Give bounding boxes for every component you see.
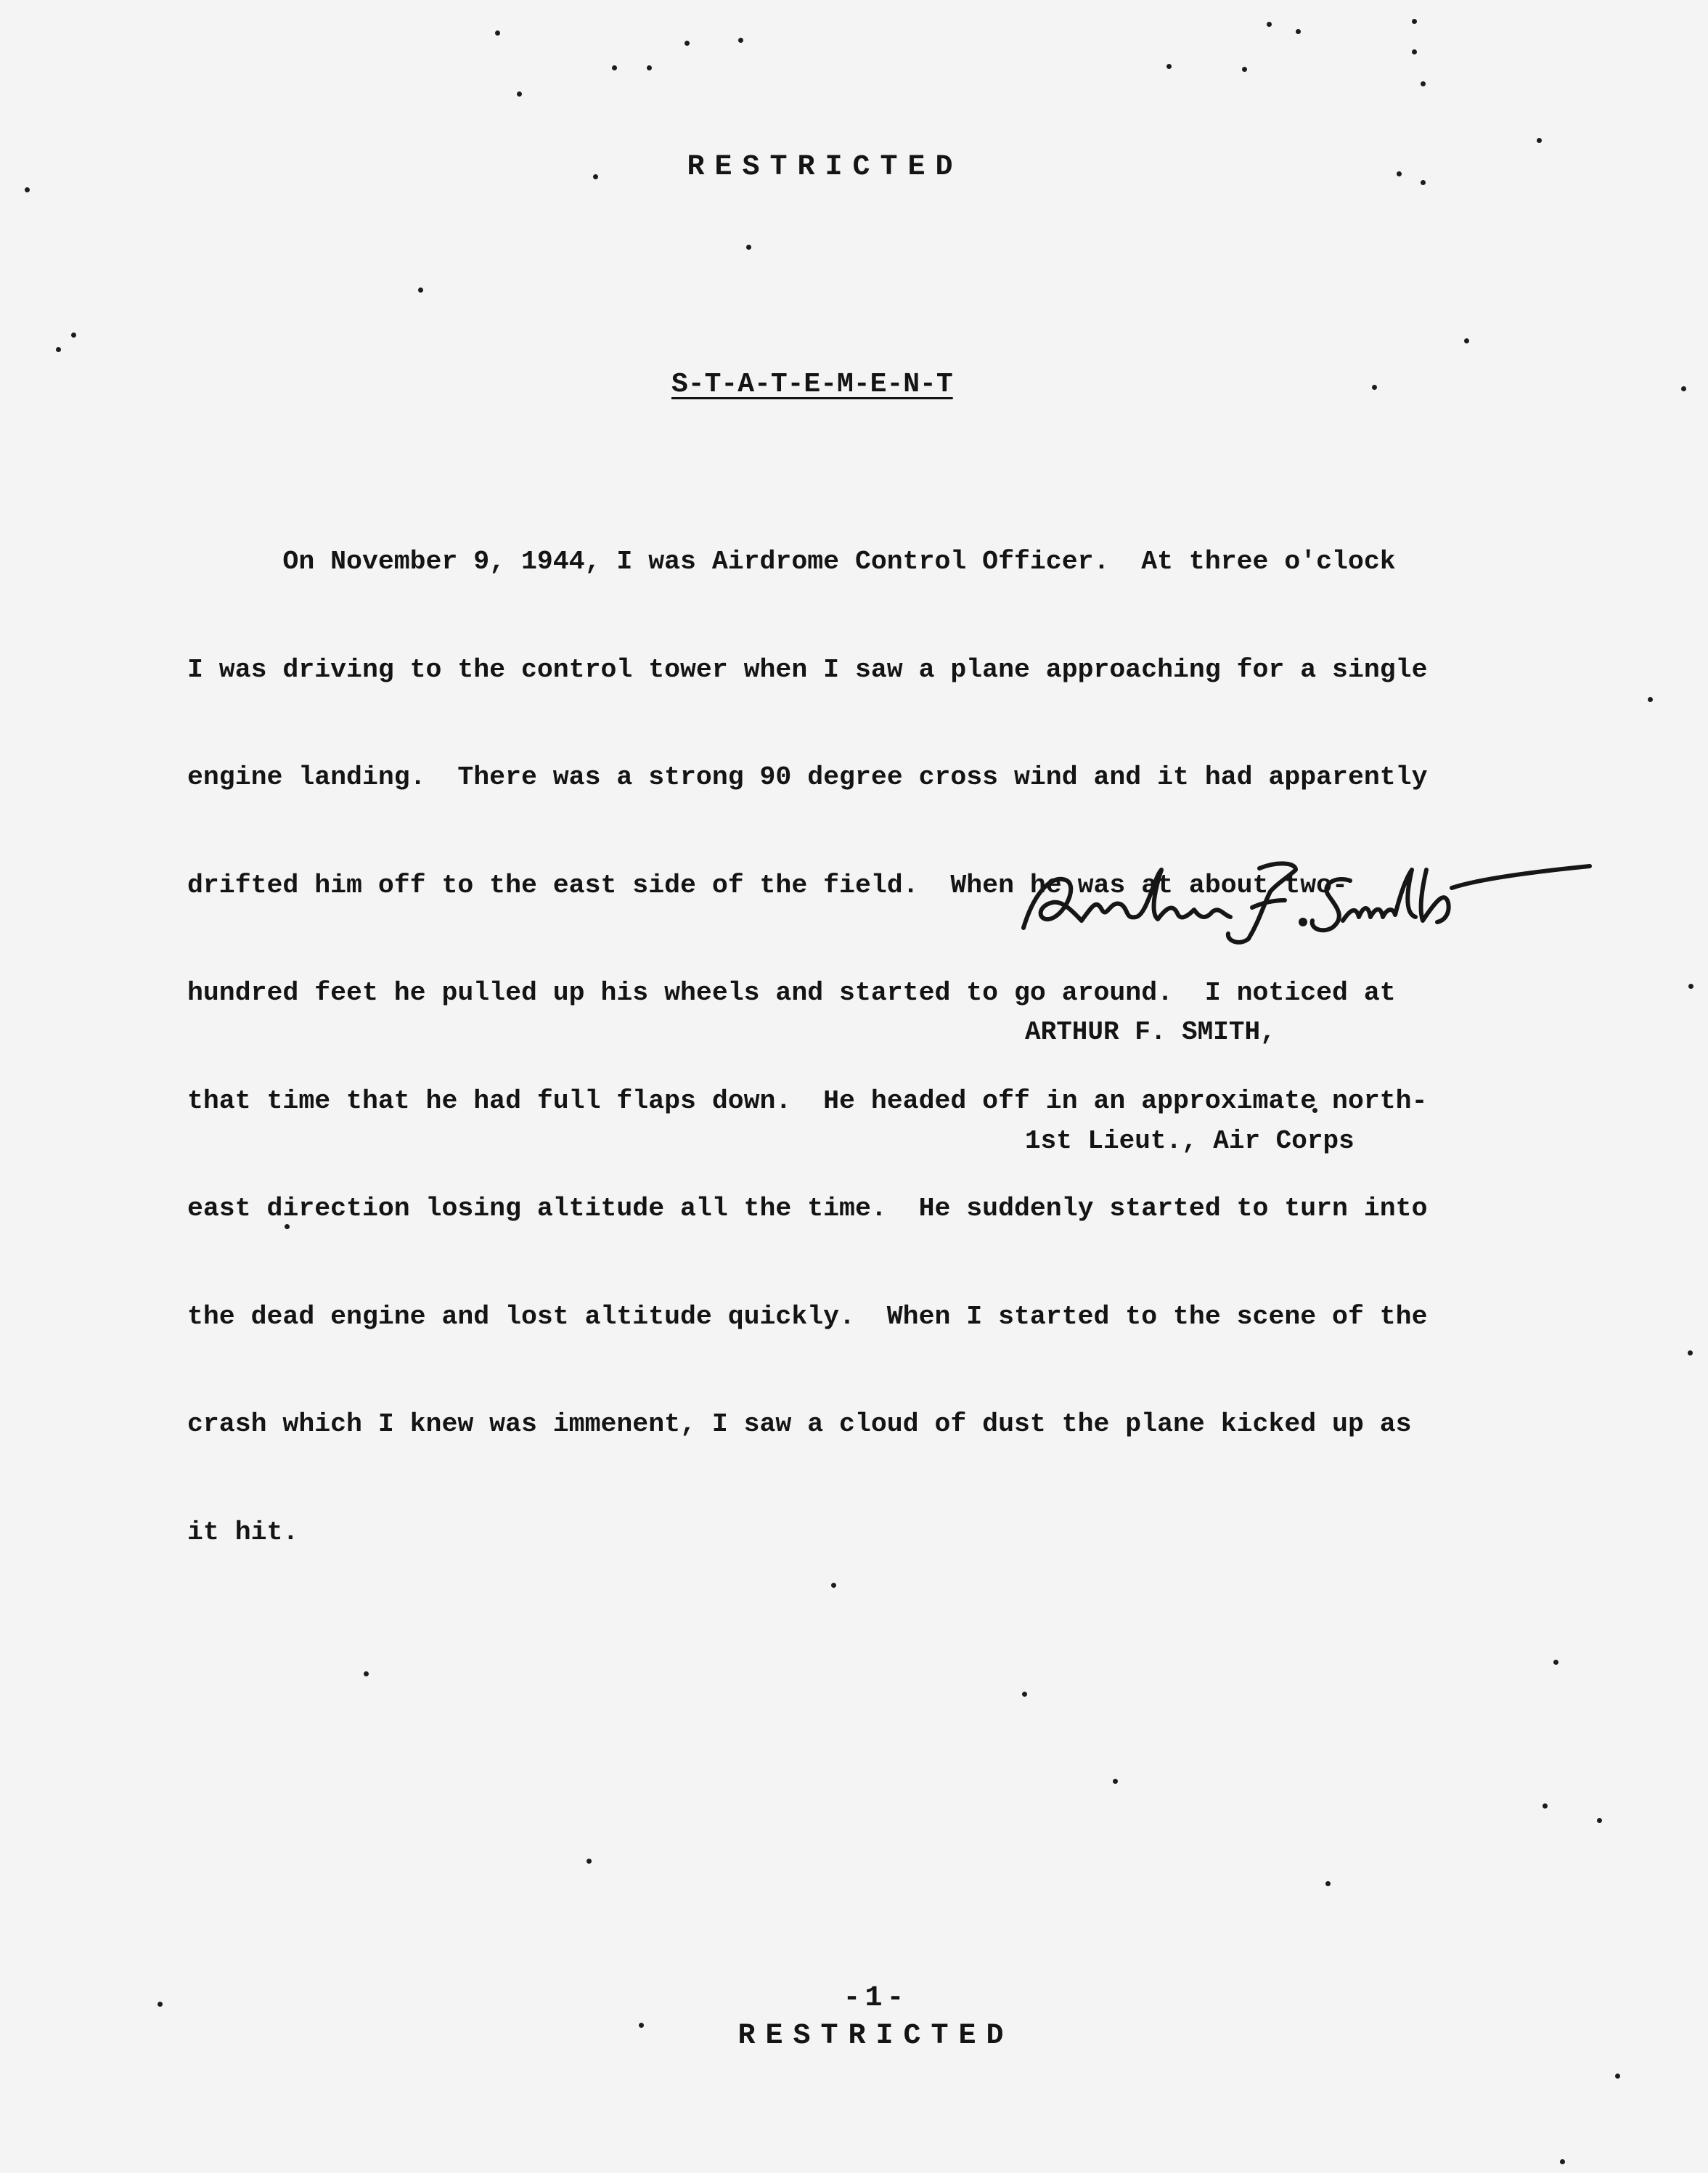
body-line: east direction losing altitude all the time. He suddenly started to turn into xyxy=(187,1194,1428,1223)
body-line: hundred feet he pulled up his wheels and started to go around. I noticed at xyxy=(187,978,1396,1008)
classification-footer: RESTRICTED xyxy=(737,2020,1014,2052)
handwritten-signature xyxy=(1009,848,1604,950)
page-number: -1- xyxy=(843,1982,909,2015)
body-line: On November 9, 1944, I was Airdrome Control Officer. At three o'clock xyxy=(187,547,1396,576)
signer-name: ARTHUR F. SMITH, xyxy=(1025,1017,1276,1047)
body-line: crash which I knew was immenent, I saw a cloud of dust the plane kicked up as xyxy=(187,1409,1412,1439)
signature-block xyxy=(1025,942,1354,1232)
statement-title: S-T-A-T-E-M-E-N-T xyxy=(671,369,953,400)
signer-rank: 1st Lieut., Air Corps xyxy=(1025,1126,1354,1156)
classification-header: RESTRICTED xyxy=(687,151,963,184)
body-line: drifted him off to the east side of the field. When he was at about two- xyxy=(187,870,1348,900)
body-line: engine landing. There was a strong 90 degree cross wind and it had apparently xyxy=(187,762,1428,792)
body-line: I was driving to the control tower when I saw a plane approaching for a single xyxy=(187,654,1428,685)
body-line: it hit. xyxy=(187,1517,299,1547)
statement-body xyxy=(187,472,1595,1622)
body-line: the dead engine and lost altitude quickly. When I started to the scene of the xyxy=(187,1301,1428,1332)
body-line: that time that he had full flaps down. He headed off in an approximate north- xyxy=(187,1085,1428,1116)
